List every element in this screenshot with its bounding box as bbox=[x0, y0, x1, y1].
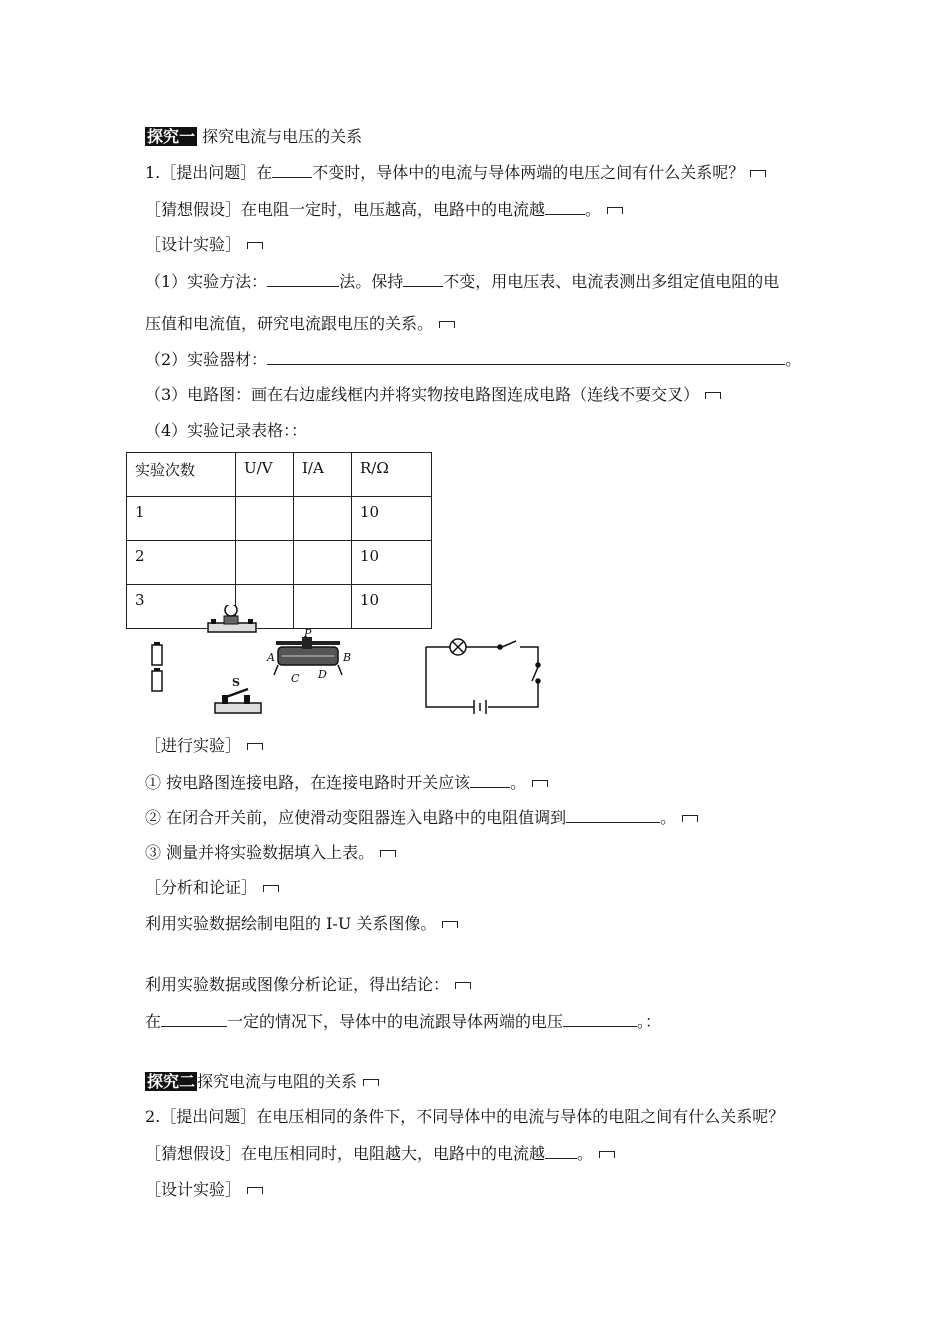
analysis-text: ［分析和论证］ bbox=[145, 878, 258, 897]
return-mark-icon bbox=[247, 743, 263, 750]
blank[interactable] bbox=[470, 771, 510, 788]
step1 bbox=[145, 771, 548, 794]
final-mid: 一定的情况下，导体中的电流跟导体两端的电压 bbox=[227, 1012, 564, 1031]
conclusion-line bbox=[145, 974, 471, 996]
return-mark-icon bbox=[247, 242, 263, 249]
table-cell[interactable] bbox=[236, 541, 294, 585]
equipment-line bbox=[145, 348, 801, 371]
return-mark-icon bbox=[532, 780, 548, 787]
return-mark-icon bbox=[439, 321, 455, 328]
blank[interactable] bbox=[267, 270, 339, 287]
step1-end: 。 bbox=[510, 773, 527, 792]
blank[interactable] bbox=[267, 348, 785, 365]
return-mark-icon bbox=[599, 1151, 615, 1158]
blank[interactable] bbox=[403, 270, 443, 287]
return-mark-icon bbox=[455, 982, 471, 989]
return-mark-icon bbox=[750, 170, 766, 177]
circuit-diagram bbox=[426, 639, 540, 714]
label-b: B bbox=[343, 651, 352, 664]
label-p: P bbox=[304, 627, 312, 640]
design1 bbox=[145, 234, 263, 256]
hypothesis2-end: 。 bbox=[577, 1144, 594, 1163]
table-cell[interactable] bbox=[236, 497, 294, 541]
experiment-heading bbox=[145, 735, 263, 757]
final-line bbox=[145, 1010, 661, 1033]
blank[interactable] bbox=[563, 1010, 637, 1027]
bulb-icon bbox=[208, 605, 256, 632]
section1-heading bbox=[145, 126, 362, 148]
blank[interactable] bbox=[545, 1142, 577, 1159]
label-a: A bbox=[267, 651, 275, 664]
method-mid: 法。保持 bbox=[339, 272, 404, 291]
design2 bbox=[145, 1179, 263, 1201]
table-cell: 10 bbox=[352, 541, 432, 585]
hypothesis2 bbox=[145, 1142, 615, 1165]
step2-end: 。 bbox=[660, 808, 677, 827]
experiment-text: ［进行实验］ bbox=[145, 736, 242, 755]
table-header: U/V bbox=[236, 453, 294, 497]
table-header: I/A bbox=[294, 453, 352, 497]
table-row bbox=[127, 541, 432, 585]
step3-text: ③ 测量并将实验数据填入上表。 bbox=[145, 843, 375, 862]
table-header-row bbox=[127, 453, 432, 497]
table-cell: 2 bbox=[127, 541, 236, 585]
hypothesis1-end: 。 bbox=[585, 200, 602, 219]
table-header: R/Ω bbox=[352, 453, 432, 497]
table-cell: 10 bbox=[352, 585, 432, 629]
table-cell[interactable] bbox=[294, 541, 352, 585]
return-mark-icon bbox=[705, 392, 721, 399]
battery-icon bbox=[152, 642, 162, 691]
method-cont bbox=[145, 313, 455, 335]
question1 bbox=[145, 161, 766, 184]
label-s: S bbox=[232, 676, 240, 689]
table-cell: 3 bbox=[127, 585, 236, 629]
return-mark-icon bbox=[682, 815, 698, 822]
apparatus-figure bbox=[140, 605, 560, 725]
record-line bbox=[145, 420, 307, 442]
analysis-heading bbox=[145, 877, 279, 899]
hypothesis1-text: ［猜想假设］在电阻一定时，电压越高，电路中的电流越 bbox=[145, 200, 546, 219]
step1-text: ① 按电路图连接电路，在连接电路时开关应该 bbox=[145, 773, 471, 792]
equipment-label: （2）实验器材： bbox=[145, 350, 268, 369]
section2-title: 探究电流与电阻的关系 bbox=[197, 1072, 358, 1091]
circuit-line bbox=[145, 384, 721, 406]
return-mark-icon bbox=[380, 850, 396, 857]
return-mark-icon bbox=[247, 1187, 263, 1194]
question1-text-b: 不变时，导体中的电流与导体两端的电压之间有什么关系呢？ bbox=[312, 163, 745, 182]
method-cont-text: 压值和电流值，研究电流跟电压的关系。 bbox=[145, 314, 434, 333]
rheostat-icon bbox=[266, 627, 351, 685]
conclusion-text: 利用实验数据或图像分析论证，得出结论： bbox=[145, 975, 450, 994]
hypothesis2-text: ［猜想假设］在电压相同时，电阻越大，电路中的电流越 bbox=[145, 1144, 546, 1163]
label-d: D bbox=[318, 668, 327, 681]
design2-text: ［设计实验］ bbox=[145, 1180, 242, 1199]
section1-title: 探究电流与电压的关系 bbox=[197, 127, 363, 146]
step2 bbox=[145, 806, 698, 829]
step2-text: ② 在闭合开关前，应使滑动变阻器连入电路中的电阻值调到 bbox=[145, 808, 567, 827]
blank[interactable] bbox=[545, 198, 585, 215]
section1-tag: 探究一 bbox=[147, 127, 196, 146]
return-mark-icon bbox=[363, 1079, 379, 1086]
graph-line bbox=[145, 913, 458, 935]
design1-text: ［设计实验］ bbox=[145, 235, 242, 254]
blank[interactable] bbox=[272, 161, 312, 178]
table-cell: 10 bbox=[352, 497, 432, 541]
circuit-text: （3）电路图：画在右边虚线框内并将实物按电路图连成电路（连线不要交叉） bbox=[145, 385, 700, 404]
return-mark-icon bbox=[263, 885, 279, 892]
question2-text: 2.［提出问题］在电压相同的条件下，不同导体中的电流与导体的电阻之间有什么关系呢？ bbox=[145, 1107, 785, 1126]
section2-tag: 探究二 bbox=[147, 1072, 196, 1091]
table-cell[interactable] bbox=[294, 497, 352, 541]
section2-heading bbox=[145, 1071, 379, 1093]
blank[interactable] bbox=[161, 1010, 227, 1027]
return-mark-icon bbox=[442, 921, 458, 928]
return-mark-icon bbox=[607, 207, 623, 214]
table-cell: 1 bbox=[127, 497, 236, 541]
record-table bbox=[126, 452, 432, 629]
table-row bbox=[127, 497, 432, 541]
hypothesis1 bbox=[145, 198, 623, 221]
method-label: （1）实验方法： bbox=[145, 272, 268, 291]
switch-icon bbox=[215, 676, 261, 713]
method-line bbox=[145, 270, 779, 293]
equipment-end: 。 bbox=[785, 350, 802, 369]
step3 bbox=[145, 842, 396, 864]
label-c: C bbox=[291, 672, 300, 685]
question2 bbox=[145, 1106, 784, 1128]
record-text: （4）实验记录表格：： bbox=[145, 421, 308, 440]
final-end: 。： bbox=[637, 1012, 662, 1031]
graph-text: 利用实验数据绘制电阻的 I-U 关系图像。 bbox=[145, 914, 437, 933]
blank[interactable] bbox=[566, 806, 660, 823]
table-header: 实验次数 bbox=[127, 453, 236, 497]
question1-text-a: 1.［提出问题］在 bbox=[145, 163, 273, 182]
final-pre: 在 bbox=[145, 1012, 162, 1031]
method-text: 不变，用电压表、电流表测出多组定值电阻的电 bbox=[443, 272, 780, 291]
